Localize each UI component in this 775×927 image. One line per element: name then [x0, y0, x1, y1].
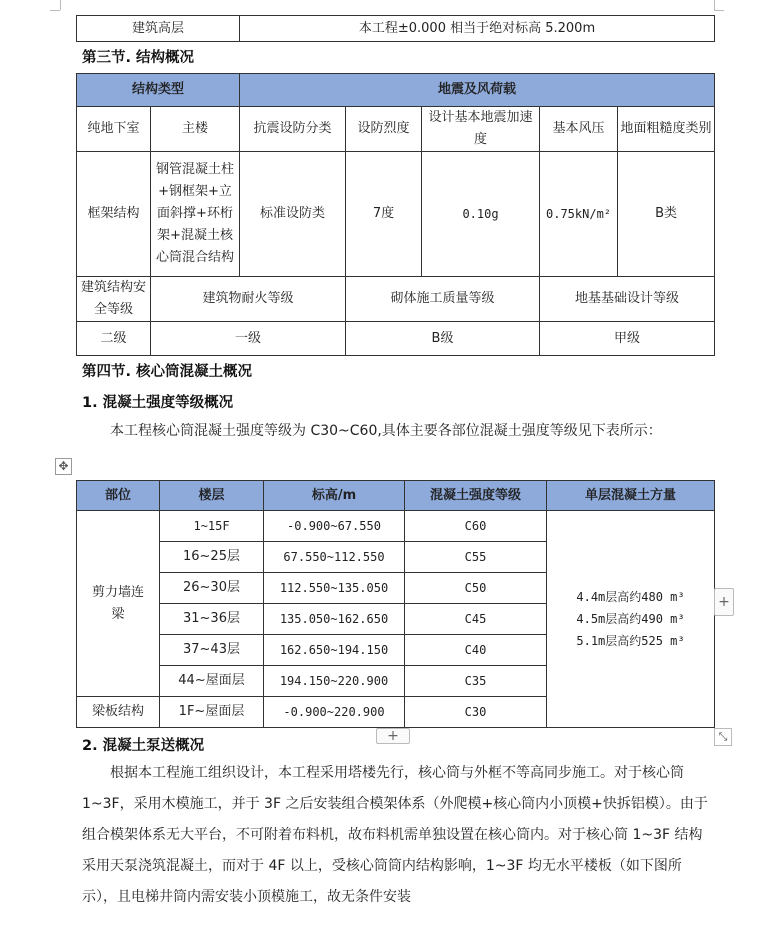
- cell-grade: C40: [405, 635, 547, 666]
- subsection2-title: 2. 混凝土泵送概况: [82, 738, 205, 754]
- cell-acceleration: 0.10g: [422, 152, 540, 277]
- building-height-value: 本工程±0.000 相当于绝对标高 5.200m: [240, 16, 715, 42]
- cell-floor: 44~屋面层: [160, 666, 264, 697]
- cell-elevation: -0.900~67.550: [264, 511, 405, 542]
- cell-safety-grade-label: 建筑结构安全等级: [77, 277, 151, 322]
- cell-elevation: 194.150~220.900: [264, 666, 405, 697]
- cell-elevation: -0.900~220.900: [264, 697, 405, 728]
- sub-header: 纯地下室: [77, 107, 151, 152]
- cell-grade: C60: [405, 511, 547, 542]
- cell-elevation: 135.050~162.650: [264, 604, 405, 635]
- add-row-button[interactable]: +: [376, 728, 410, 744]
- cell-seismic-class: 标准设防类: [240, 152, 346, 277]
- cell-safety-grade: 二级: [77, 322, 151, 356]
- cell-intensity: 7度: [346, 152, 422, 277]
- cell-floor: 37~43层: [160, 635, 264, 666]
- cell-floor: 1~15F: [160, 511, 264, 542]
- col-header: 楼层: [160, 481, 264, 511]
- col-header: 部位: [77, 481, 160, 511]
- volume-line: 4.5m层高约490 m³: [576, 612, 685, 626]
- col-header: 单层混凝土方量: [547, 481, 715, 511]
- add-column-button[interactable]: +: [714, 588, 734, 616]
- volume-line: 5.1m层高约525 m³: [576, 634, 685, 648]
- cell-roughness: B类: [618, 152, 715, 277]
- page-corner-mark: [60, 0, 61, 10]
- header-seismic-wind: 地震及风荷载: [240, 74, 715, 107]
- cell-floor: 26~30层: [160, 573, 264, 604]
- cell-part-slab: 梁板结构: [77, 697, 160, 728]
- col-header: 标高/m: [264, 481, 405, 511]
- page-corner-mark: [50, 10, 60, 11]
- sub-header: 设计基本地震加速度: [422, 107, 540, 152]
- cell-grade: C45: [405, 604, 547, 635]
- sub-header: 设防烈度: [346, 107, 422, 152]
- cell-fire-grade-label: 建筑物耐火等级: [151, 277, 346, 322]
- cell-foundation-grade: 甲级: [540, 322, 715, 356]
- cell-grade: C55: [405, 542, 547, 573]
- cell-part-shear-wall: 剪力墙连梁: [77, 511, 160, 697]
- cell-wind-pressure: 0.75kN/m²: [540, 152, 618, 277]
- building-height-label: 建筑高层: [77, 16, 240, 42]
- cell-grade: C30: [405, 697, 547, 728]
- building-height-table: [76, 15, 715, 42]
- cell-elevation: 162.650~194.150: [264, 635, 405, 666]
- sub-header: 主楼: [151, 107, 240, 152]
- table-resize-handle-icon[interactable]: ⤡: [714, 728, 732, 746]
- cell-elevation: 112.550~135.050: [264, 573, 405, 604]
- section4-title: 第四节. 核心筒混凝土概况: [82, 364, 253, 380]
- sub-header: 基本风压: [540, 107, 618, 152]
- cell-masonry-grade: B级: [346, 322, 540, 356]
- cell-masonry-grade-label: 砌体施工质量等级: [346, 277, 540, 322]
- concrete-grade-table: [76, 480, 715, 728]
- cell-grade: C35: [405, 666, 547, 697]
- subsection1-title: 1. 混凝土强度等级概况: [82, 395, 234, 411]
- col-header: 混凝土强度等级: [405, 481, 547, 511]
- volume-line: 4.4m层高约480 m³: [576, 590, 685, 604]
- cell-floor: 31~36层: [160, 604, 264, 635]
- page-corner-mark: [714, 10, 724, 11]
- paragraph-pumping: 根据本工程施工组织设计，本工程采用塔楼先行，核心筒与外框不等高同步施工。对于核心筒 1~3F，采用木模施工，并于 3F 之后安装组合模架体系（外爬模+核心筒内小顶模+快拆铝模）。由于组合模架体系无大平台，不可附着布料机，故布料机需单独设置在核心筒内。对于核心筒 1~3F 结构采用天泵浇筑混凝土，而对于 4F 以上，受核心筒筒内结构影响，1~3F 均无水平楼板（如下图所示），且电梯井筒内需安装小顶模施工，故无条件安装: [82, 765, 708, 905]
- cell-foundation-grade-label: 地基基础设计等级: [540, 277, 715, 322]
- cell-floor: 1F~屋面层: [160, 697, 264, 728]
- cell-volume: [547, 511, 715, 728]
- paragraph-concrete-grade: 本工程核心筒混凝土强度等级为 C30~C60,具体主要各部位混凝土强度等级见下表所示：: [110, 423, 662, 439]
- table-row: [77, 511, 715, 542]
- sub-header: 地面粗糙度类别: [618, 107, 715, 152]
- page-corner-mark: [714, 0, 715, 10]
- sub-header: 抗震设防分类: [240, 107, 346, 152]
- cell-floor: 16~25层: [160, 542, 264, 573]
- cell-grade: C50: [405, 573, 547, 604]
- table-move-handle-icon[interactable]: ✥: [55, 458, 72, 475]
- section3-title: 第三节. 结构概况: [82, 50, 195, 66]
- cell-main-building: 钢管混凝土柱+钢框架+立面斜撑+环桁架+混凝土核心筒混合结构: [151, 152, 240, 277]
- cell-elevation: 67.550~112.550: [264, 542, 405, 573]
- cell-fire-grade: 一级: [151, 322, 346, 356]
- header-structure-type: 结构类型: [77, 74, 240, 107]
- cell-basement: 框架结构: [77, 152, 151, 277]
- structure-table: [76, 73, 715, 356]
